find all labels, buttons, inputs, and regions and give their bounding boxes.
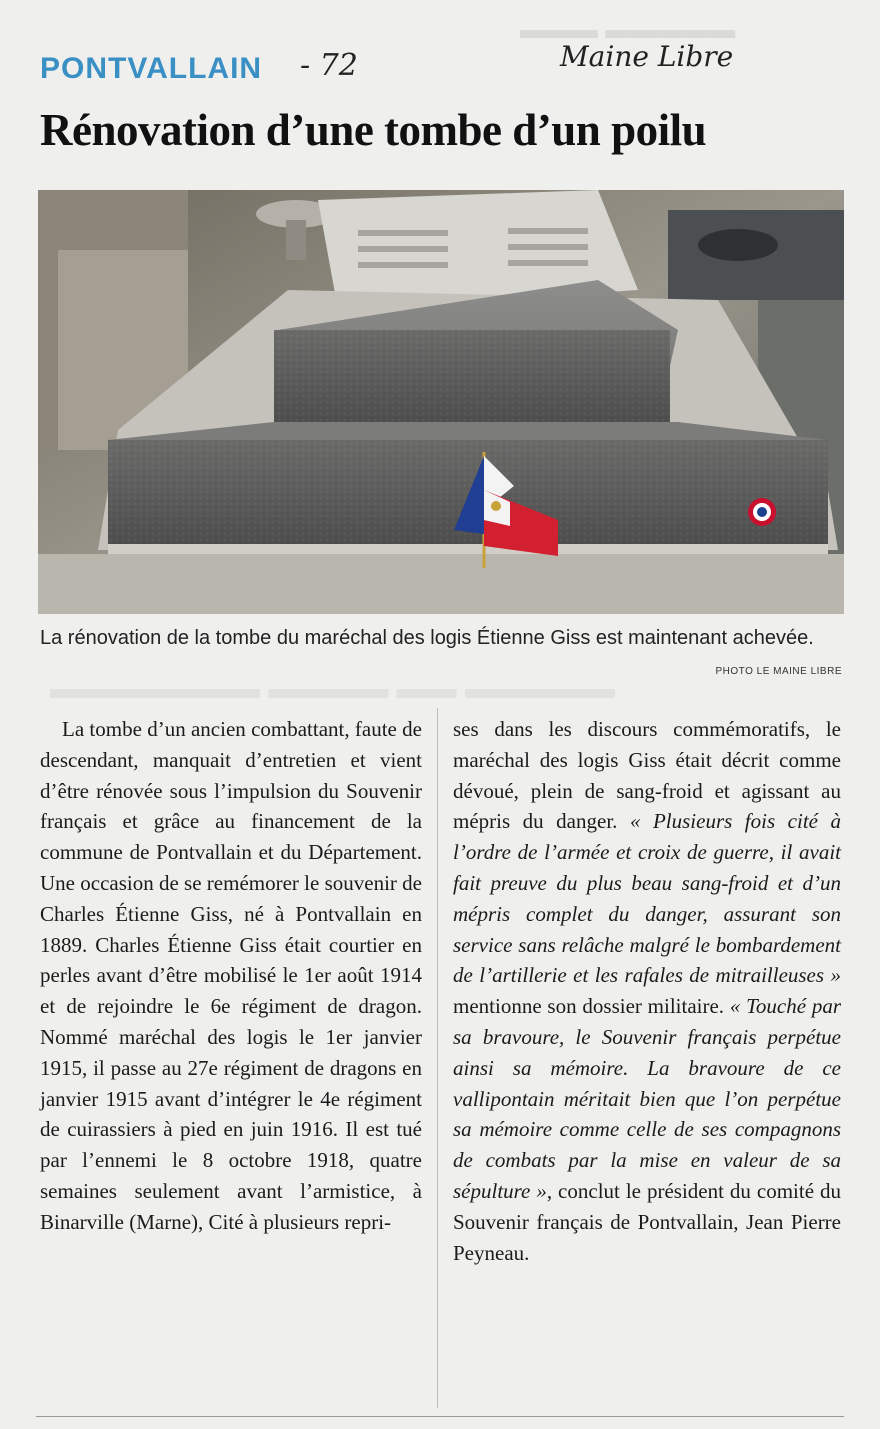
quote-president: « Touché par sa bravoure, le Souvenir français perpétue ainsi sa mémoire. La bravoure de ce vallipontain méritait bien que l’on perpétue sa mémoire comme celle de ses compagnons de combats par la mise en valeur de sa sépulture » bbox=[453, 994, 841, 1203]
bleed-through-text: ▬▬▬ ▬▬▬▬▬ bbox=[520, 14, 736, 44]
bottom-rule bbox=[36, 1416, 844, 1417]
bleed-through-text: ▬▬▬▬▬▬▬ ▬▬▬▬ ▬▬ ▬▬▬▬▬ bbox=[50, 672, 616, 705]
quote-military-record: « Plusieurs fois cité à l’ordre de l’armée et croix de guerre, il avait fait preuve du plus beau sang-froid et d’un mépris complet du danger, assurant son service sans relâche malgré le bombardement de l’artillerie et les rafales de mitrailleuses » bbox=[453, 809, 841, 988]
article-headline: Rénovation d’une tombe d’un poilu bbox=[40, 105, 707, 155]
article-column-right bbox=[453, 714, 841, 1268]
article-column-left bbox=[40, 714, 422, 1238]
photo-caption: La rénovation de la tombe du maréchal des logis Étienne Giss est maintenant achevée. bbox=[40, 627, 814, 649]
photo-credit: PHOTO LE MAINE LIBRE bbox=[715, 666, 842, 677]
article-paragraph-continued bbox=[453, 714, 841, 1268]
text-run: mentionne son dossier militaire. bbox=[453, 994, 730, 1019]
section-label: PONTVALLAIN bbox=[40, 52, 263, 85]
column-divider bbox=[437, 708, 438, 1408]
handwritten-department: - 72 bbox=[300, 48, 358, 83]
text-run: ses dans les discours commémoratifs, le maréchal des logis Giss était décrit comme dévoué, plein de sang-froid et agissant au mépris du danger. bbox=[453, 717, 841, 834]
text-run: , conclut le président du comité du Souvenir français de Pontvallain, Jean Pierre Peyneau. bbox=[453, 1178, 841, 1265]
tomb-photo bbox=[38, 190, 844, 614]
handwritten-source: Maine Libre bbox=[560, 40, 734, 73]
article-paragraph: La tombe d’un ancien combattant, faute de descendant, manquait d’entretien et vient d’être rénovée sous l’impulsion du Souvenir français et grâce au financement de la commune de Pontvallain et du Département. Une occasion de se remémorer le souvenir de Charles Étienne Giss, né à Pontvallain en 1889. Charles Étienne Giss était courtier en perles avant d’être mobilisé le 1er août 1914 et de rejoindre le 6e régiment de dragon. Nommé maréchal des logis le 1er janvier 1915, il passe au 27e régiment de dragons en janvier 1915 avant d’intégrer le 4e régiment de cuirassiers à pied en juin 1916. Il est tué par l’ennemi le 8 octobre 1918, quatre semaines seulement avant l’armistice, à Binarville (Marne), Cité à plusieurs repri- bbox=[40, 717, 422, 1234]
